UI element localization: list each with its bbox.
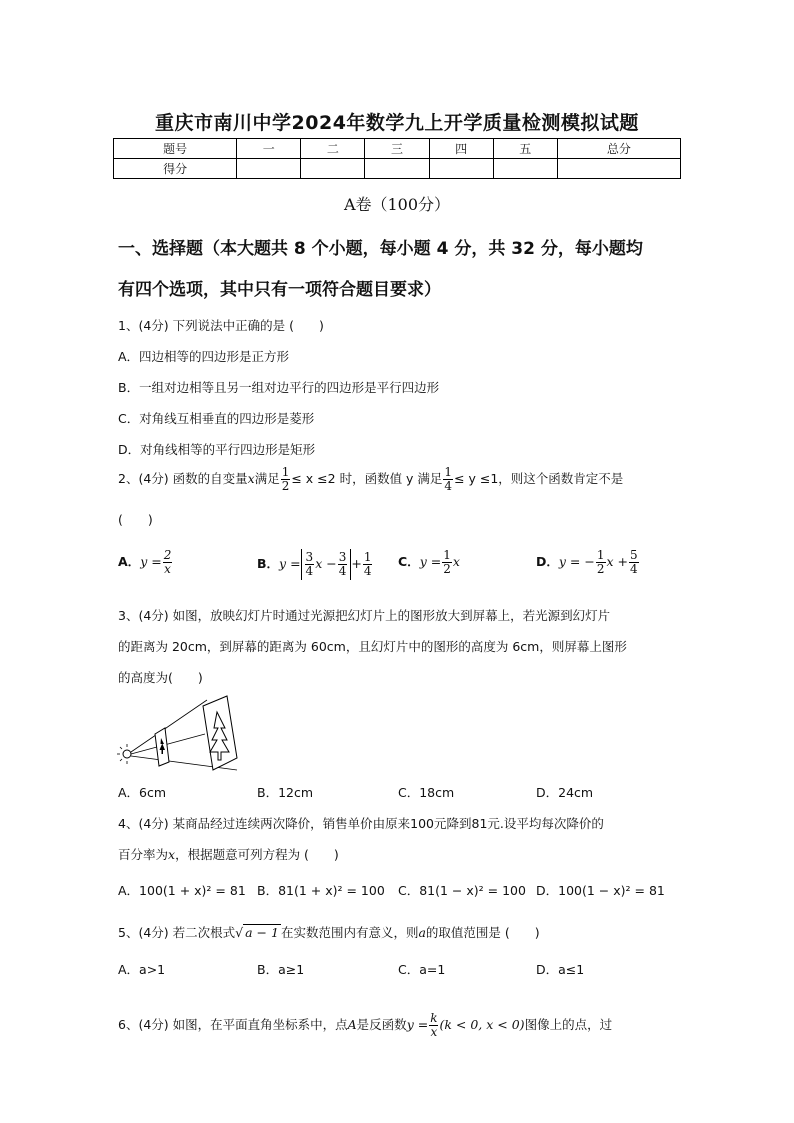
q3-option-c: C．18cm (398, 785, 455, 800)
q5-option-b: B．a≥1 (257, 962, 305, 977)
score-cell[interactable] (429, 159, 493, 179)
light-source-icon (123, 750, 131, 758)
projector-figure (115, 694, 243, 772)
score-header-cell: 三 (365, 139, 429, 159)
q3-option-b: B．12cm (257, 785, 314, 800)
q2-stem-a: 2、(4分) 函数的自变量 (118, 471, 248, 486)
q2-stem-d: ≤ y ≤1，则这个函数肯定不是 (454, 471, 624, 486)
score-table-score-row (114, 159, 681, 179)
score-header-cell: 二 (301, 139, 365, 159)
q2-stem-var: x (247, 471, 255, 486)
q1-stem: 1、(4分) 下列说法中正确的是 ( ) (118, 318, 324, 333)
light-rays-icon (117, 744, 127, 764)
part1-heading-line1: 一、选择题（本大题共 8 个小题，每小题 4 分，共 32 分，每小题均 (118, 239, 643, 259)
q1-option-a: A．四边相等的四边形是正方形 (118, 349, 290, 364)
q2-option-b: B．y = $\frac{3}{4}$ x − $\frac{3}{4}$ + $\frac{1}{4}$ (257, 550, 372, 578)
q3-line3: 的高度为( ) (118, 670, 203, 685)
q2-stem-line2: ( ) (118, 512, 153, 527)
q5-stem: 5、(4分) 若二次根式√ a − 1 在实数范围内有意义，则a的取值范围是 ( ) (118, 925, 540, 940)
score-header-cell: 五 (493, 139, 557, 159)
q2-frac-quarter: $\frac{1}{4}$ (444, 465, 453, 493)
q4-option-d: D．100(1 − x)² = 81 (536, 883, 665, 898)
score-header-cell: 一 (237, 139, 301, 159)
q5-option-c: C．a=1 (398, 962, 446, 977)
q1-option-c: C．对角线互相垂直的四边形是菱形 (118, 411, 315, 426)
score-table (113, 138, 681, 179)
score-header-cell: 总分 (557, 139, 680, 159)
q4-option-b: B．81(1 + x)² = 100 (257, 883, 385, 898)
q5-radical: √ a − 1 (235, 925, 279, 940)
part1-heading-line2: 有四个选项，其中只有一项符合题目要求） (118, 280, 441, 300)
q1-option-d: D．对角线相等的平行四边形是矩形 (118, 442, 316, 457)
q4-line1: 4、(4分) 某商品经过连续两次降价，销售单价由原来100元降到81元.设平均每次降价的 (118, 816, 604, 831)
q2-frac-half: $\frac{1}{2}$ (281, 465, 290, 493)
q5-option-a: A．a>1 (118, 962, 166, 977)
q6-stem: 6、(4分) 如图，在平面直角坐标系中，点A是反函数y = $\frac{k}{x}$ (k < 0, x < 0)图像上的点，过 (118, 1011, 613, 1039)
q2-stem-c: ≤ x ≤2 时，函数值 y 满足 (291, 471, 443, 486)
q4-option-a: A．100(1 + x)² = 81 (118, 883, 246, 898)
q2-option-c: C．y = $\frac{1}{2}$ x (398, 548, 460, 576)
q4-option-c: C．81(1 − x)² = 100 (398, 883, 526, 898)
score-header-cell: 题号 (114, 139, 237, 159)
q2-option-a: A．y = $\frac{2}{x}$ (118, 548, 172, 576)
score-cell[interactable] (493, 159, 557, 179)
q3-option-a: A．6cm (118, 785, 167, 800)
score-table-header-row (114, 139, 681, 159)
score-cell[interactable] (237, 159, 301, 179)
q3-line1: 3、(4分) 如图，放映幻灯片时通过光源把幻灯片上的图形放大到屏幕上，若光源到幻灯片 (118, 608, 611, 623)
page-title: 重庆市南川中学2024年数学九上开学质量检测模拟试题 (155, 112, 639, 134)
score-cell[interactable] (365, 159, 429, 179)
q2-stem (118, 466, 623, 493)
score-cell[interactable] (301, 159, 365, 179)
q4-line2: 百分率为x，根据题意可列方程为 ( ) (118, 847, 339, 862)
q3-option-d: D．24cm (536, 785, 594, 800)
q1-option-b: B．一组对边相等且另一组对边平行的四边形是平行四边形 (118, 380, 440, 395)
q5-option-d: D．a≤1 (536, 962, 585, 977)
q3-line2: 的距离为 20cm，到屏幕的距离为 60cm，且幻灯片中的图形的高度为 6cm，则屏幕上图形 (118, 639, 627, 654)
section-a-title: A卷（100分） (343, 195, 451, 214)
q2-option-d: D．y = − $\frac{1}{2}$ x + $\frac{5}{4}$ (536, 548, 638, 576)
q2-stem-b: 满足 (254, 471, 280, 486)
score-cell[interactable] (557, 159, 680, 179)
score-row-label: 得分 (114, 159, 237, 179)
score-header-cell: 四 (429, 139, 493, 159)
